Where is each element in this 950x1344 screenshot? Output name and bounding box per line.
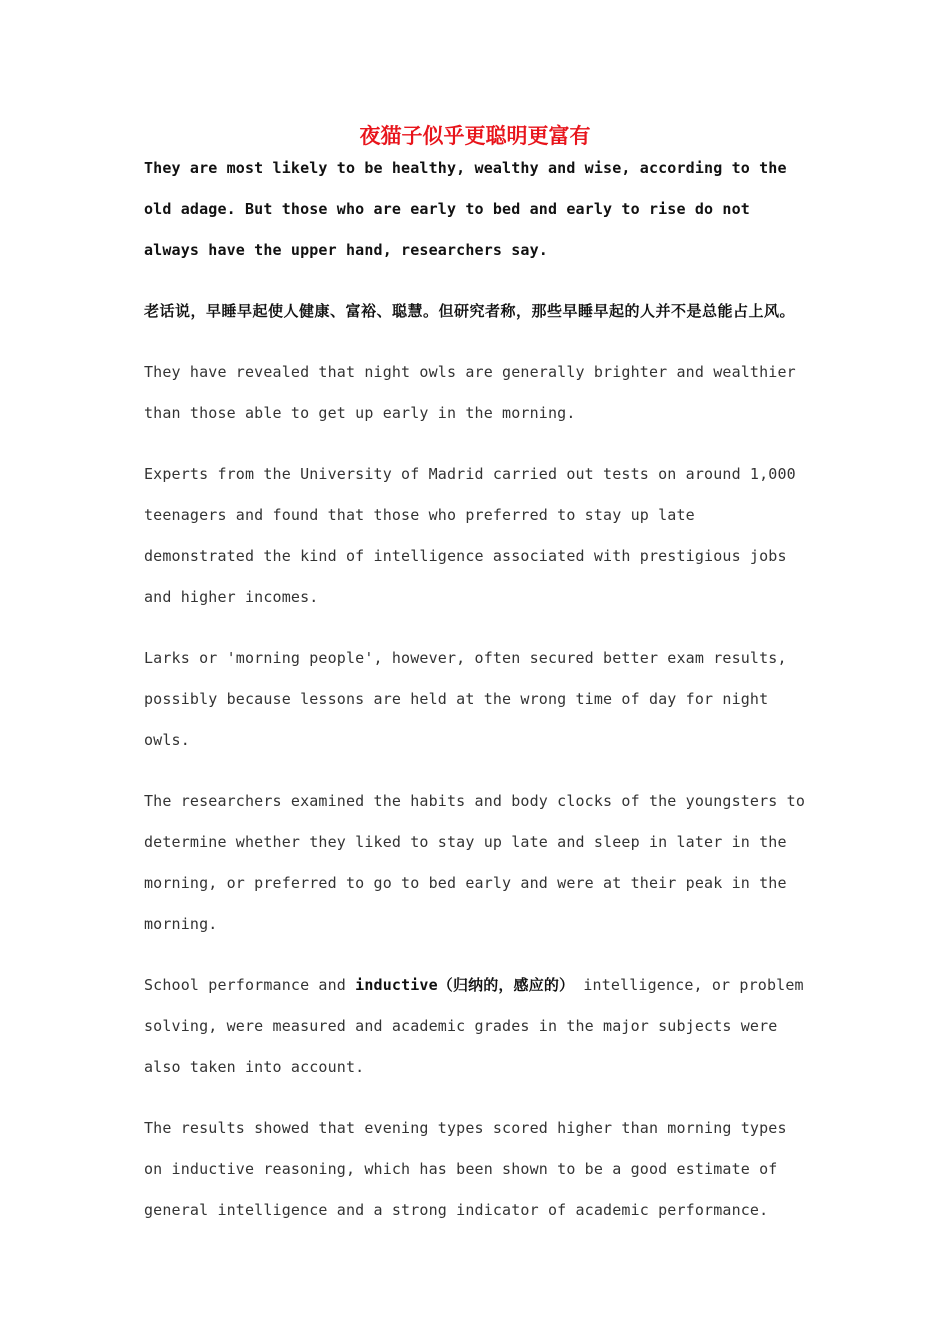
keyword-inductive: inductive（归纳的，感应的） [355,976,575,994]
document-title: 夜猫子似乎更聪明更富有 [359,124,591,148]
paragraph-school-performance [144,965,812,1088]
paragraph-school-performance-before: School performance and [144,976,356,994]
paragraph-school-performance-after: intelligence, or problem solving, were measured and academic grades in the major subjects were also taken into account. [144,976,804,1076]
paragraph-intro-chinese: 老话说，早睡早起使人健康、富裕、聪慧。但研究者称，那些早睡早起的人并不是总能占上风。 [144,302,796,320]
paragraph-results: The results showed that evening types scored higher than morning types on inductive reasoning, which has been shown to be a good estimate of general intelligence and a strong indicator of academic performance. [144,1119,787,1219]
paragraph-intro-english: They are most likely to be healthy, wealthy and wise, according to the old adage. But those who are early to bed and early to rise do not always have the upper hand, researchers say. [144,159,787,259]
paragraph-night-owls: They have revealed that night owls are generally brighter and wealthier than those able to get up early in the morning. [144,363,796,422]
paragraph-madrid-study: Experts from the University of Madrid carried out tests on around 1,000 teenagers and found that those who preferred to stay up late demonstrated the kind of intelligence associated with prestigious jobs and higher incomes. [144,465,796,606]
paragraph-larks: Larks or 'morning people', however, often secured better exam results, possibly because lessons are held at the wrong time of day for night owls. [144,649,787,749]
paragraph-habits: The researchers examined the habits and body clocks of the youngsters to determine whether they liked to stay up late and sleep in later in the morning, or preferred to go to bed early and were at their peak in the morning. [144,792,806,933]
document-page [144,118,812,1251]
